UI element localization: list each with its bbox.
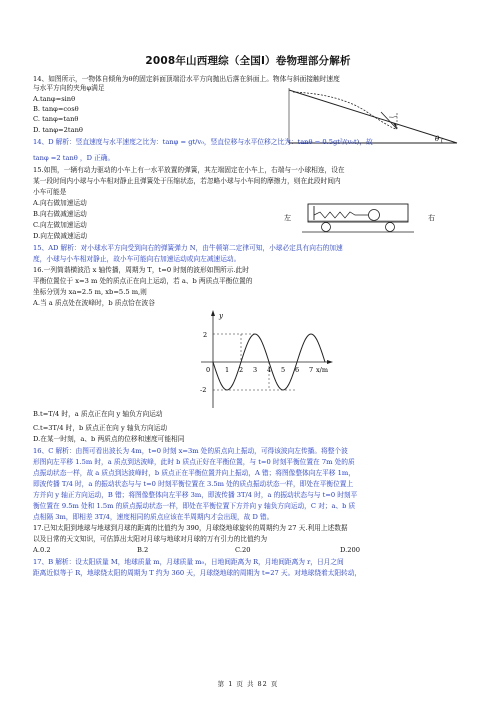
q16-y-axis-label: y (219, 312, 223, 320)
q17-option-a: A.0.2 (33, 546, 51, 554)
q16-stem-line1: 16.一列简谐横波沿 x 轴传播，周期为 T，t=0 时刻的波形如图所示.此时 (33, 266, 249, 274)
q16-x-tick-4: 4 (267, 366, 272, 374)
q16-y-tick-neg2: -2 (200, 386, 207, 394)
q15-answer-line1: 15、AD 解析：对小球水平方向受到向右的弹簧弹力 N，由牛顿第二定律可知，小球必定具有向右的加速 (33, 244, 343, 252)
q15-stem-line1: 15.如图，一辆有动力驱动的小车上有一水平放置的弹簧，其左端固定在小车上，右端与一小球相连，设在 (33, 166, 345, 174)
q17-answer-line1: 17、B 解析：设太阳质量 M，地球质量 m，月球质量 m₀，日地间距离为 R，月地间距离为 r，日月之间 (33, 558, 344, 566)
q16-x-tick-7: 7 (309, 366, 314, 374)
q16-answer-line5: 方并向 y 轴正方向运动，B 错；将图像整体向左平移 3m，即波传播 3T/4 时，a 的振动状态与与 t=0 时刻平 (33, 491, 358, 499)
q16-x-tick-6: 6 (295, 366, 300, 374)
q17-option-d: D.200 (340, 546, 361, 554)
q15-option-a: A.向右做加速运动 (33, 199, 87, 207)
q16-y-tick-2: 2 (203, 331, 208, 339)
q16-answer-line7: 点相隔 3m，即相差 3T/4，速度相同的质点应该在半周期内才会出现，故 D 错。 (33, 513, 274, 521)
q14-stem-line2: 与水平方向的夹角φ满足 (33, 84, 105, 92)
q16-x-tick-1: 1 (225, 366, 230, 374)
q16-answer-line4: 即波传播 T/4 时，a 的振动状态与与 t=0 时刻平衡位置在 3.5m 处的质点振动状态一样，即处在平衡位置上 (33, 480, 354, 488)
q17-answer-line2: 距离近似等于 R，地球绕太阳的周期为 T 约为 360 天，月球绕地球的周期为 t=27 天。对地球绕着太阳转动， (33, 569, 362, 577)
q16-stem-line2: 平衡位置位于 x=3 m 处的质点正在向上运动，若 a、b 两质点平衡位置的 (33, 277, 253, 285)
q16-x-tick-3: 3 (253, 366, 258, 374)
q17-stem-line1: 17.已知太阳到地球与地球到月球的距离的比值约为 390，月球绕地球旋转的周期约为 27 天.利用上述数据 (33, 524, 348, 532)
q14-option-b: B. tanφ=cosθ (33, 105, 79, 113)
q15-option-c: C.向左做加速运动 (33, 221, 87, 229)
q16-answer-line1: 16、C 解析：由图可看出波长为 4m，t=0 时刻 x=3m 处的质点向上振动，可得该波向左传播。将整个波 (33, 447, 348, 455)
q16-x-tick-5: 5 (281, 366, 286, 374)
q17-option-b: B.2 (137, 546, 149, 554)
q15-answer-line2: 度，小球与小车相对静止，故小车可能向右加速运动或向左减速运动。 (33, 255, 241, 263)
q16-stem-line3: 坐标分别为 xa=2.5 m, xb=5.5 m,则 (33, 288, 147, 296)
page-title: 2008年山西理综（全国Ⅰ）卷物理部分解析 (145, 55, 351, 67)
q16-x-tick-0: 0 (206, 366, 211, 374)
q16-option-c: C.t=3T/4 时，b 质点正在向 y 轴负方向运动 (33, 424, 168, 432)
q14-answer-line1: 14、D 解析：竖直速度与水平速度之比为：tanφ = gt/v₀，竖直位移与水平位移之比为：tanθ = 0.5gt²/(v₀t)，故 (33, 138, 373, 146)
q14-option-c: C. tanφ=tanθ (33, 115, 79, 123)
page-footer: 第 1 页 共 82 页 (217, 680, 279, 688)
q16-option-b: B.t=T/4 时，a 质点正在向 y 轴负方向运动 (33, 410, 163, 418)
q16-wave-graph (195, 310, 335, 412)
q17-stem-line2: 以及日常的天文知识，可估算出太阳对月球与地球对月球的万有引力的比值约为 (33, 535, 268, 543)
q14-answer-line2: tanφ =2 tanθ ，D 正确。 (33, 154, 115, 162)
q15-option-d: D.向左做减速运动 (33, 232, 88, 240)
q17-option-c: C.20 (235, 546, 251, 554)
q16-x-axis-label: x/m (316, 366, 329, 374)
q16-answer-line2: 形图向左平移 1.5m 时，a 质点到达波峰，此时 b 质点正好在平衡位置，与 t=0 时刻平衡位置在 7m 处的质 (33, 458, 355, 466)
q16-answer-line6: 衡位置在 9.5m 处和 1.5m 的质点振动状态一样，即处在平衡位置下方并向 y 轴负方向运动，C 对；a、b 质 (33, 502, 356, 510)
q15-cart-figure (280, 198, 445, 238)
q15-stem-line3: 小车可能是 (33, 188, 67, 196)
q15-left-label: 左 (284, 214, 291, 222)
q15-stem-line2: 某一段时间内小球与小车相对静止且弹簧处于压缩状态，若忽略小球与小车间的摩擦力，则在此段时间内 (33, 177, 341, 185)
q15-right-label: 右 (428, 214, 435, 222)
q16-option-a: A.当 a 质点处在波峰时，b 质点恰在波谷 (33, 299, 155, 307)
q16-answer-line3: 点振动状态一样，故 a 质点到达波峰时，b 质点正在平衡位置并向上振动，A 错；将图像整体向左平移 1m， (33, 469, 355, 477)
q15-option-b: B.向右做减速运动 (33, 210, 87, 218)
q14-theta-label: θ (435, 135, 440, 143)
q14-option-a: A.tanφ=sinθ (33, 95, 76, 103)
q16-option-d: D.在某一时刻，a、b 两质点的位移和速度可能相同 (33, 435, 185, 443)
q14-stem-line1: 14、如图所示，一物体自倾角为θ的固定斜面顶端沿水平方向抛出后落在斜面上。物体与斜面接触时速度 (33, 75, 340, 83)
q14-option-d: D. tanφ=2tanθ (33, 126, 83, 134)
q16-x-tick-2: 2 (239, 366, 244, 374)
